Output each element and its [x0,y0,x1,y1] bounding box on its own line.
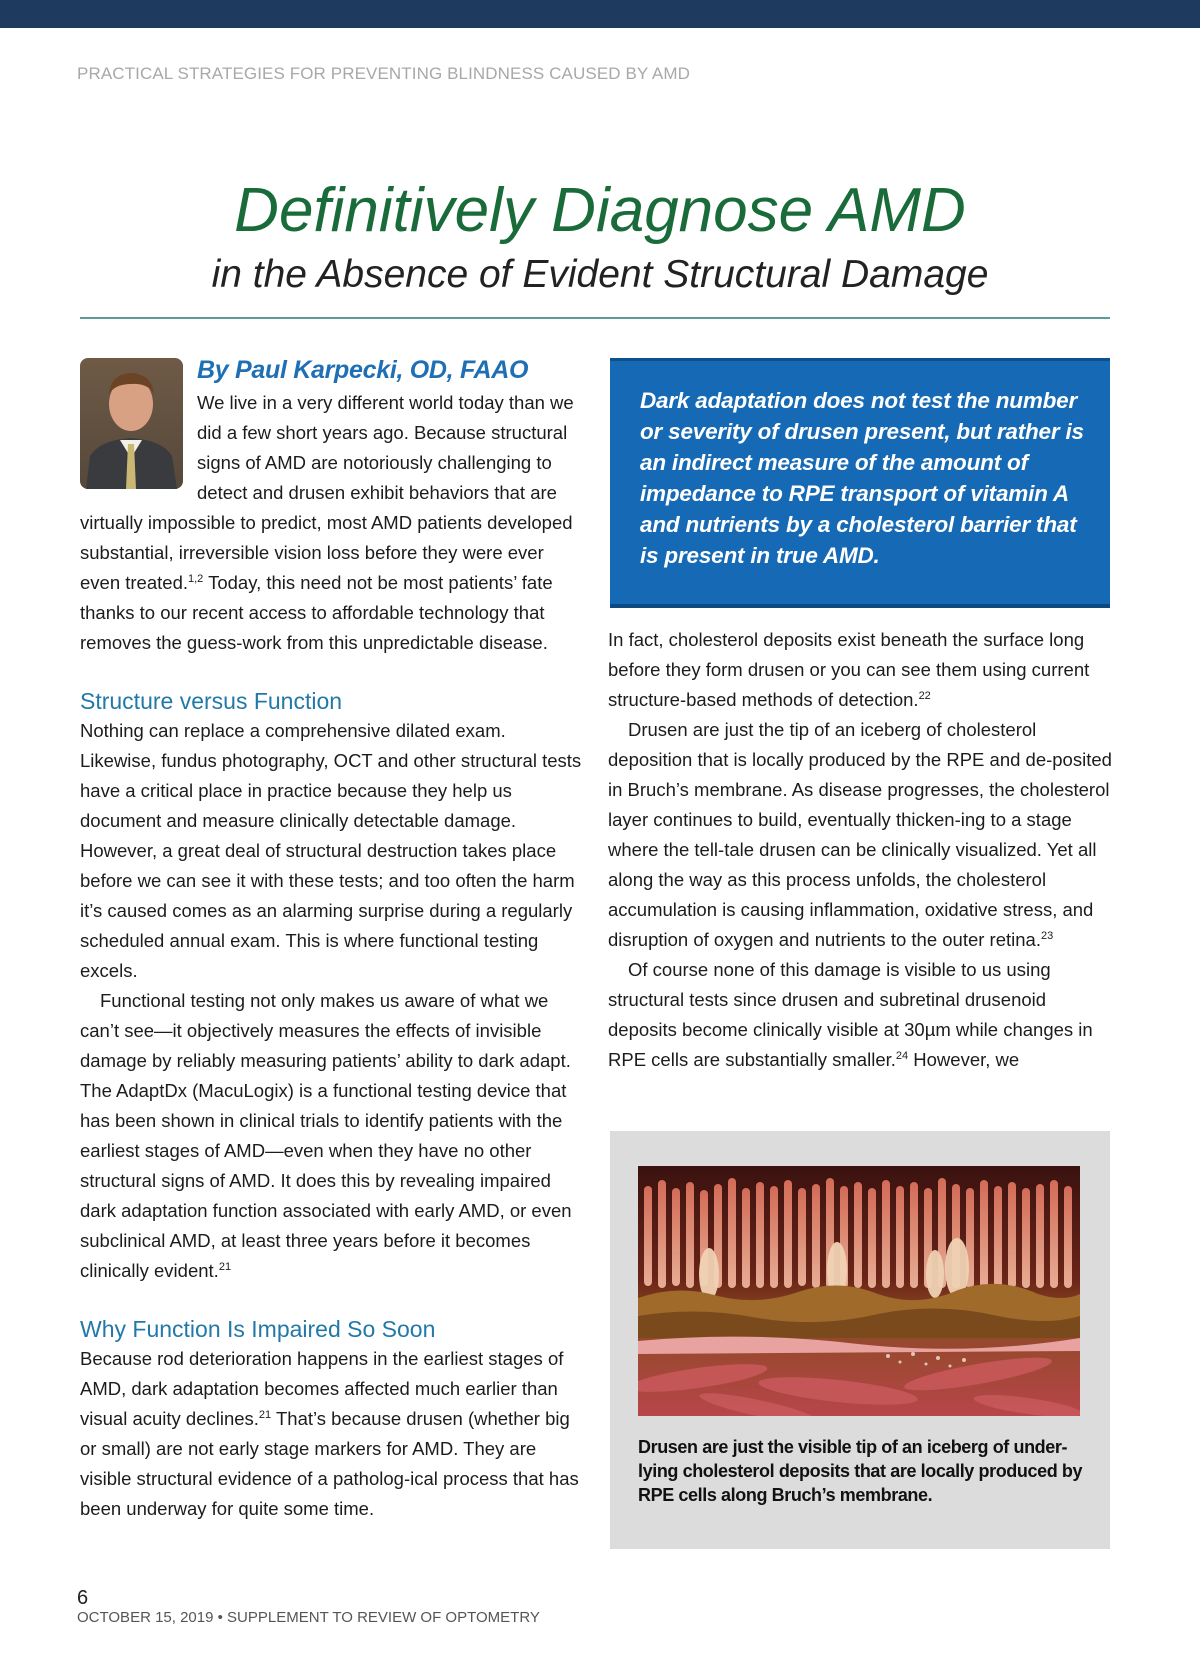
top-color-bar [0,0,1200,28]
pull-quote-text: Dark adaptation does not test the number or severity of drusen present, but rather is an indirect measure of the amount of impedance to RPE transport of vitamin A and nutrients by a cholesterol barrier that is present in true AMD. [640,388,1084,568]
intro-reference: 1,2 [188,572,204,585]
section2-text-b: That’s because drusen (whether big or small) are not early stage markers for AMD. They are visible structural evidence of a patholog-ical process that has been underway for quite some time. [80,1408,579,1519]
page-footer: OCTOBER 15, 2019 • SUPPLEMENT TO REVIEW OF OPTOMETRY [77,1609,540,1626]
right-paragraph-3-text-b: However, we [908,1049,1020,1070]
article-subtitle: in the Absence of Evident Structural Damage [211,253,989,296]
right-reference-2: 23 [1040,929,1054,942]
right-paragraph-3 [608,955,1113,1075]
intro-text-a: We live in a very different world today than we did a few short years ago. Because structural signs of AMD are notoriously challenging to detect and drusen exhibit behaviors that are virtually impossible to predict, most AMD patients developed substantial, irreversible vision loss before they were ever even treated. [80,392,574,593]
section-heading-function-impaired: Why Function Is Impaired So Soon [80,1316,436,1342]
title-divider [80,317,1110,319]
page-number: 6 [77,1587,89,1609]
running-head: PRACTICAL STRATEGIES FOR PREVENTING BLINDNESS CAUSED BY AMD [77,64,690,83]
intro-text-b: Today, this need not be most patients’ fate thanks to our recent access to affordable technology that removes the guess-work from this unpredictable disease. [80,572,553,653]
author-photo [80,358,183,489]
right-reference-3: 24 [895,1049,909,1062]
pull-quote-box [610,358,1110,604]
author-byline: By Paul Karpecki, OD, FAAO [197,356,529,384]
section2-text-a: Because rod deterioration happens in the earliest stages of AMD, dark adaptation becomes affected much earlier than visual acuity declines. [80,1348,564,1429]
article-title: Definitively Diagnose AMD [234,176,966,245]
right-reference-1: 22 [918,689,931,702]
section1-paragraph-2-text: Functional testing not only makes us aware of what we can’t see—it objectively measures the effects of invisible damage by reliably measuring patients’ ability to dark adapt. The AdaptDx (MacuLogix) is a functional testing device that has been shown in clinical trials to identify patients with the earliest stages of AMD—even when they have no other structural signs of AMD. It does this by revealing impaired dark adaptation function associated with early AMD, or even subclinical AMD, at least three years before it becomes clinically evident. [80,990,572,1281]
section-heading-structure-function: Structure versus Function [80,688,343,714]
figure-caption: Drusen are just the visible tip of an iceberg of under-lying cholesterol deposits that are locally produced by RPE cells along Bruch’s membrane. [638,1437,1083,1505]
right-paragraph-1 [608,625,1113,715]
section2-reference: 21 [258,1408,272,1421]
left-column [80,355,585,1524]
section1-paragraph-2 [80,986,585,1286]
right-column [608,625,1113,1075]
right-paragraph-1-text: In fact, cholesterol deposits exist beneath the surface long before they form drusen or you can see them using current structure-based methods of detection. [608,629,1090,710]
right-paragraph-2-text: Drusen are just the tip of an iceberg of cholesterol deposition that is locally produced by the RPE and de-posited in Bruch’s membrane. As disease progresses, the cholesterol layer continues to build, eventually thicken-ing to a stage where the tell-tale drusen can be clinically visualized. Yet all along the way as this process unfolds, the cholesterol accumulation is causing inflammation, oxidative stress, and disruption of oxygen and nutrients to the outer retina. [608,719,1112,950]
section1-paragraph-1: Nothing can replace a comprehensive dilated exam. Likewise, fundus photography, OCT and other structural tests have a critical place in practice because they help us document and measure clinically detectable damage. However, a great deal of structural destruction takes place before we can see it with these tests; and too often the harm it’s caused comes as an alarming surprise during a regularly scheduled annual exam. This is where functional testing excels. [80,720,582,981]
right-paragraph-3-text-a: Of course none of this damage is visible to us using structural tests since drusen and subretinal drusenoid deposits become clinically visible at 30µm while changes in RPE cells are substantially smaller. [608,959,1093,1070]
figure-box [610,1131,1110,1549]
right-paragraph-2 [608,715,1113,955]
section1-reference: 21 [218,1260,232,1273]
retina-illustration [638,1166,1080,1416]
section2-paragraph-1 [80,1344,585,1524]
